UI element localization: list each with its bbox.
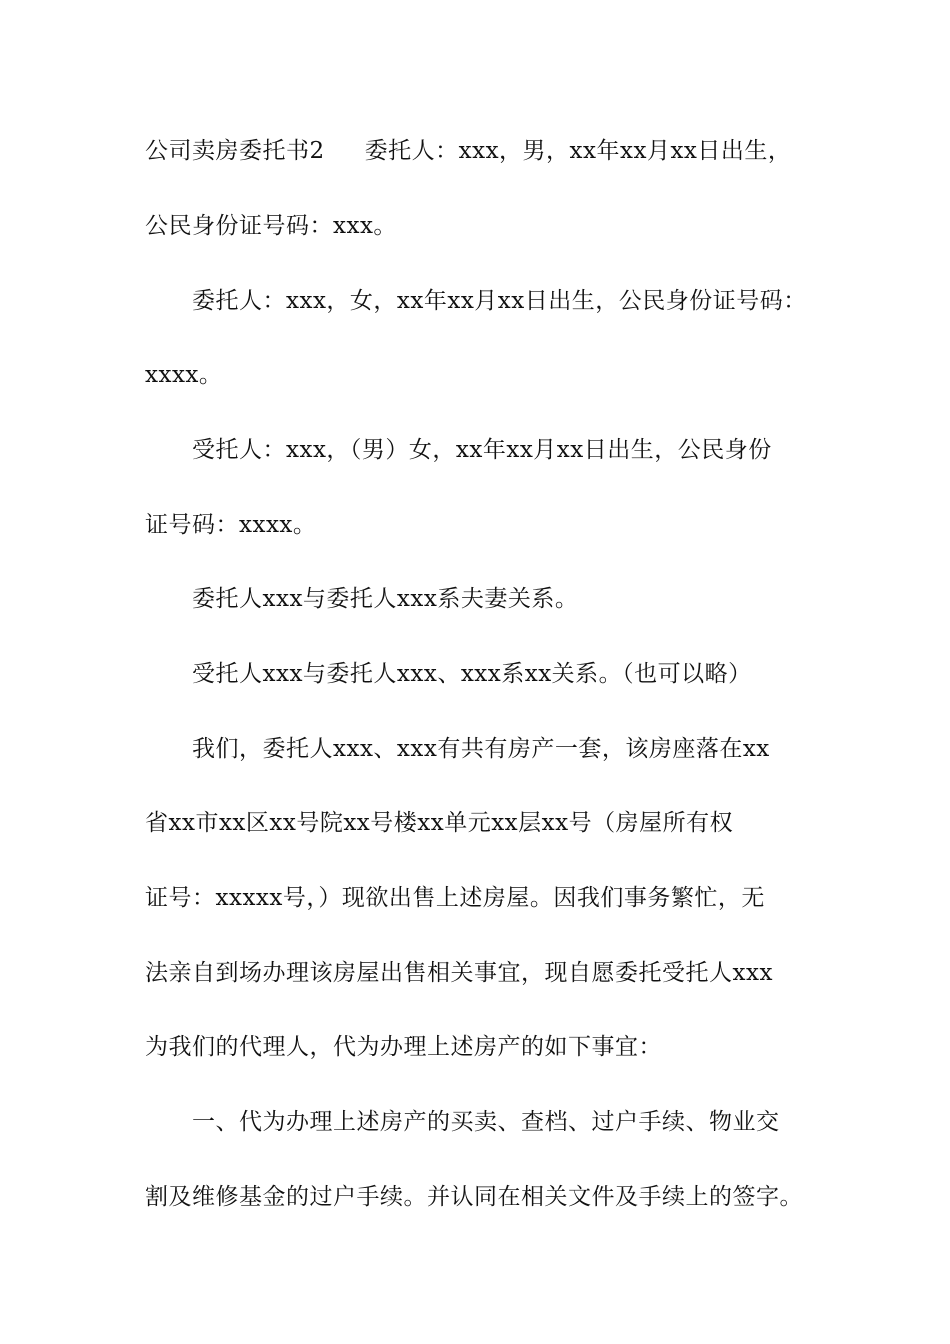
paragraph-4-line-1: 委托人xxx与委托人xxx系夫妻关系。 [192, 586, 579, 612]
paragraph-3-line-2: 证号码：xxxx。 [145, 512, 317, 538]
paragraph-5-line-1: 受托人xxx与委托人xxx、xxx系xx关系。（也可以略） [192, 661, 752, 687]
paragraph-6-line-2: 省xx市xx区xx号院xx号楼xx单元xx层xx号（房屋所有权 [145, 810, 734, 836]
first-line [145, 137, 791, 165]
paragraph-2-line-1: 委托人：xxx，女，xx年xx月xx日出生，公民身份证号码： [192, 288, 807, 314]
paragraph-6-line-1: 我们，委托人xxx、xxx有共有房产一套，该房座落在xx [192, 736, 770, 762]
document-title: 公司卖房委托书2 [145, 138, 325, 164]
paragraph-7-line-2: 割及维修基金的过户手续。并认同在相关文件及手续上的签字。 [145, 1184, 803, 1210]
paragraph-1-line-1: 委托人：xxx，男，xx年xx月xx日出生， [364, 138, 792, 164]
paragraph-7-line-1: 一、代为办理上述房产的买卖、查档、过户手续、物业交 [192, 1109, 780, 1135]
paragraph-3-line-1: 受托人：xxx，（男）女，xx年xx月xx日出生，公民身份 [192, 437, 772, 463]
paragraph-2-line-2: xxxx。 [145, 362, 223, 388]
paragraph-6-line-5: 为我们的代理人，代为办理上述房产的如下事宜： [145, 1034, 662, 1060]
paragraph-6-line-4: 法亲自到场办理该房屋出售相关事宜，现自愿委托受托人xxx [145, 960, 773, 986]
paragraph-6-line-3: 证号：xxxxx号，）现欲出售上述房屋。因我们事务繁忙，无 [145, 885, 765, 911]
paragraph-1-line-2: 公民身份证号码：xxx。 [145, 213, 397, 239]
